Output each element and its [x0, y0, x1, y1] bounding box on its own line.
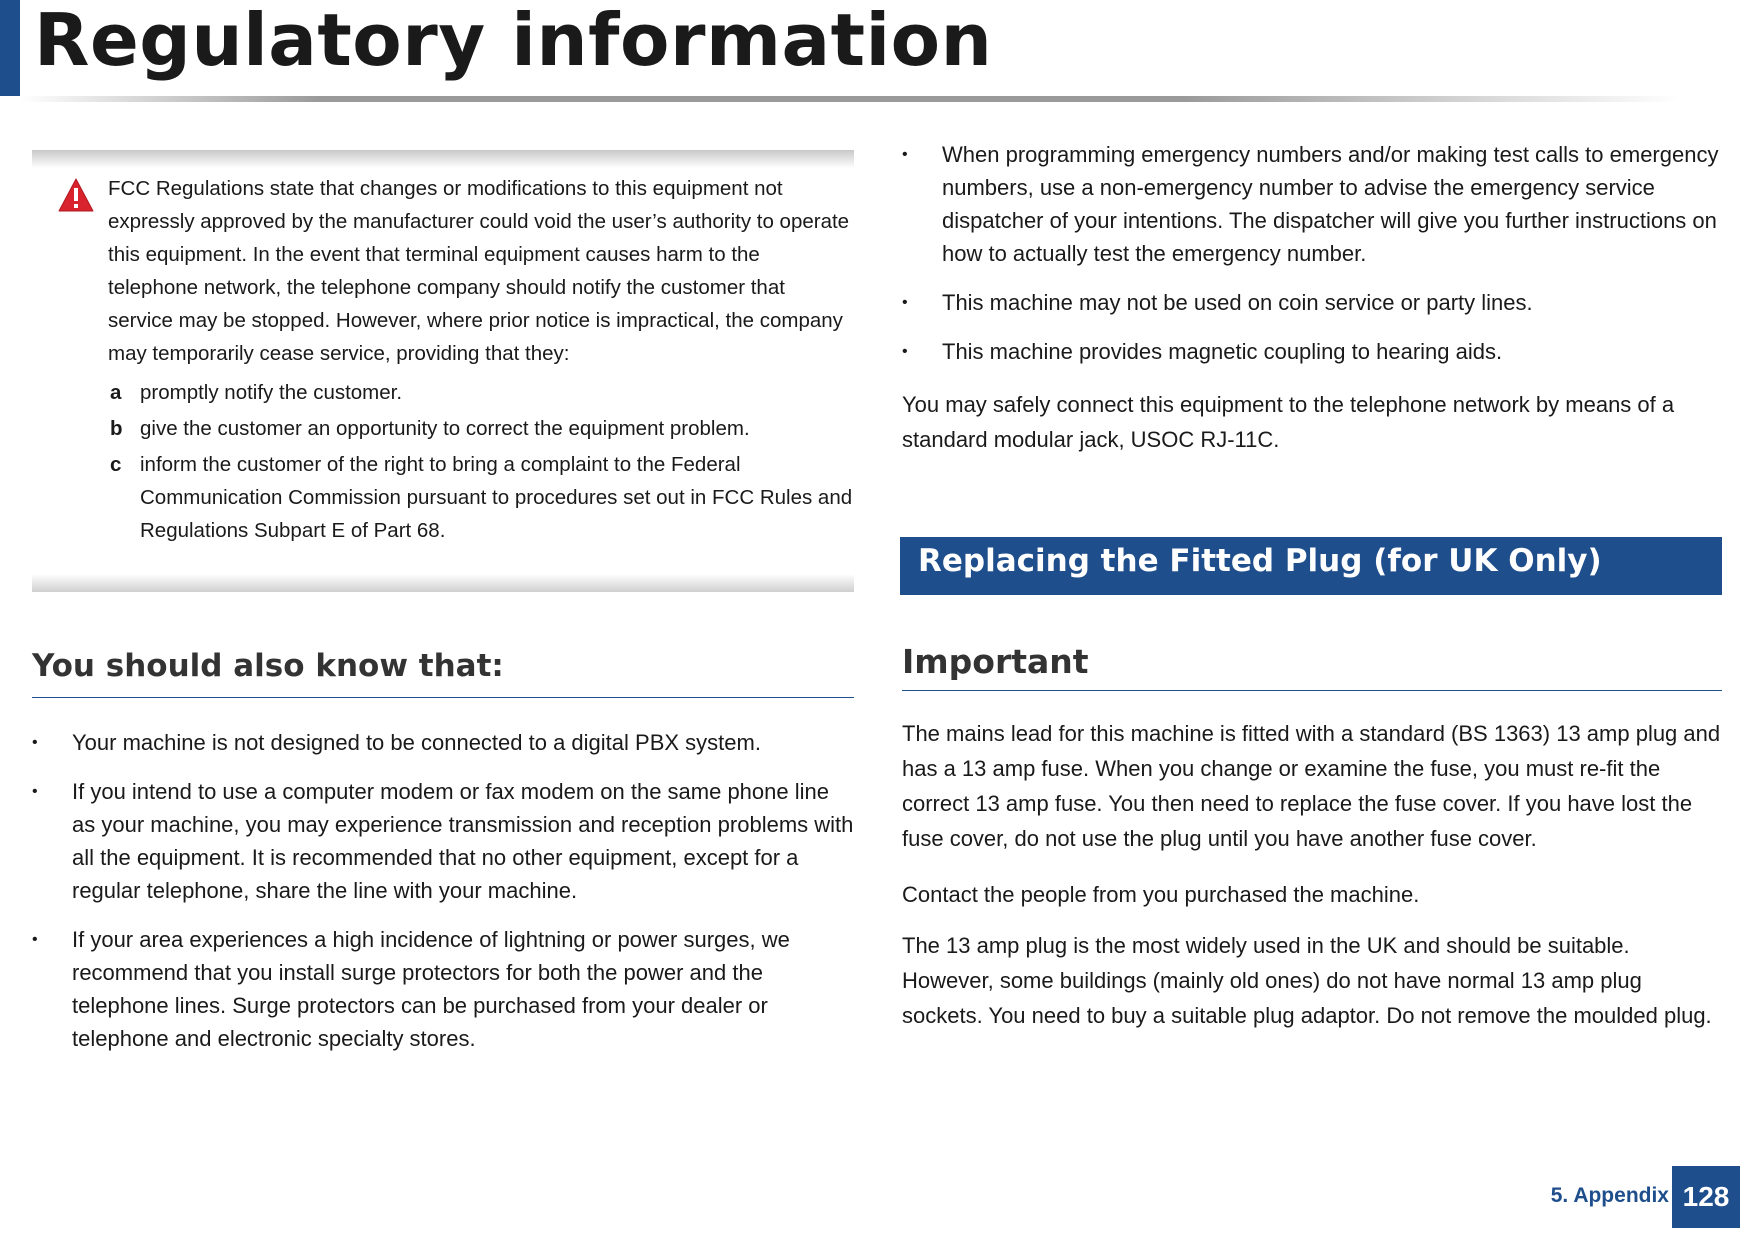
list-text: inform the customer of the right to bring a complaint to the Federal Communication Commission pursuant to procedures set out in FCC Rules and Regulations Subpart E of Part 68.: [140, 453, 853, 542]
list-item: • This machine provides magnetic coupling to hearing aids.: [902, 335, 1722, 368]
list-item: • If you intend to use a computer modem or fax modem on the same phone line as your machine, you may experience transmission and reception problems with all the equipment. It is recommended that no other equipment, except for a regular telephone, share the line with your machine.: [32, 775, 854, 907]
important-heading-rule: [902, 690, 1722, 691]
list-text: promptly notify the customer.: [140, 381, 403, 404]
list-item: • If your area experiences a high incidence of lightning or power surges, we recommend that you install surge protectors for both the power and the telephone lines. Surge protectors can be purchased from your dealer or telephone and electronic specialty stores.: [32, 923, 854, 1055]
page-number: 128: [1672, 1166, 1740, 1228]
list-letter: a: [110, 381, 122, 404]
list-text: give the customer an opportunity to correct the equipment problem.: [140, 417, 750, 440]
important-paragraph-3: The 13 amp plug is the most widely used in the UK and should be suitable. However, some buildings (mainly old ones) do not have normal 13 amp plug sockets. You need to buy a suitable plug adaptor. Do not remove the moulded plug.: [902, 933, 1712, 1028]
warning-paragraph: FCC Regulations state that changes or modifications to this equipment not expressly approved by the manufacturer could void the user’s authority to operate this equipment. In the event that terminal equipment causes harm to the telephone network, the telephone company should notify the customer that service may be stopped. However, where prior notice is impractical, the company may temporarily cease service, providing that they:: [108, 177, 850, 365]
warning-icon: [58, 178, 94, 212]
know-bullet-list: [32, 726, 854, 1071]
know-heading-rule: [32, 697, 854, 698]
section-banner: Replacing the Fitted Plug (for UK Only): [900, 537, 1722, 595]
list-letter: c: [110, 453, 122, 476]
chapter-label: 5. Appendix: [1550, 1184, 1669, 1207]
list-item: • Your machine is not designed to be connected to a digital PBX system.: [32, 726, 854, 759]
important-heading: Important: [902, 642, 1089, 681]
warning-list: [108, 376, 854, 547]
important-paragraph-2: Contact the people from you purchased the machine.: [902, 882, 1420, 907]
important-paragraph-1: The mains lead for this machine is fitted with a standard (BS 1363) 13 amp plug and has a 13 amp fuse. When you change or examine the fuse, you must re-fit the correct 13 amp fuse. You then need to replace the fuse cover. If you have lost the fuse cover, do not use the plug until you have another fuse cover.: [902, 721, 1721, 851]
warning-box-top: [32, 150, 854, 168]
right-bullet-list: [902, 138, 1722, 384]
title-accent-bar: [0, 0, 20, 96]
connect-paragraph: You may safely connect this equipment to the telephone network by means of a standard modular jack, USOC RJ-11C.: [902, 392, 1675, 452]
list-item: • This machine may not be used on coin service or party lines.: [902, 286, 1722, 319]
warning-text-block: [108, 172, 854, 550]
page-title: Regulatory information: [34, 0, 993, 82]
list-item: [108, 448, 854, 547]
title-divider: [20, 96, 1680, 102]
know-heading: You should also know that:: [32, 648, 504, 684]
list-letter: b: [110, 417, 123, 440]
list-item: [108, 412, 854, 445]
list-item: • When programming emergency numbers and/or making test calls to emergency numbers, use a non-emergency number to advise the emergency service dispatcher of your intentions. The dispatcher will give you further instructions on how to actually test the emergency number.: [902, 138, 1722, 270]
warning-box-bottom: [32, 574, 854, 592]
list-item: [108, 376, 854, 409]
